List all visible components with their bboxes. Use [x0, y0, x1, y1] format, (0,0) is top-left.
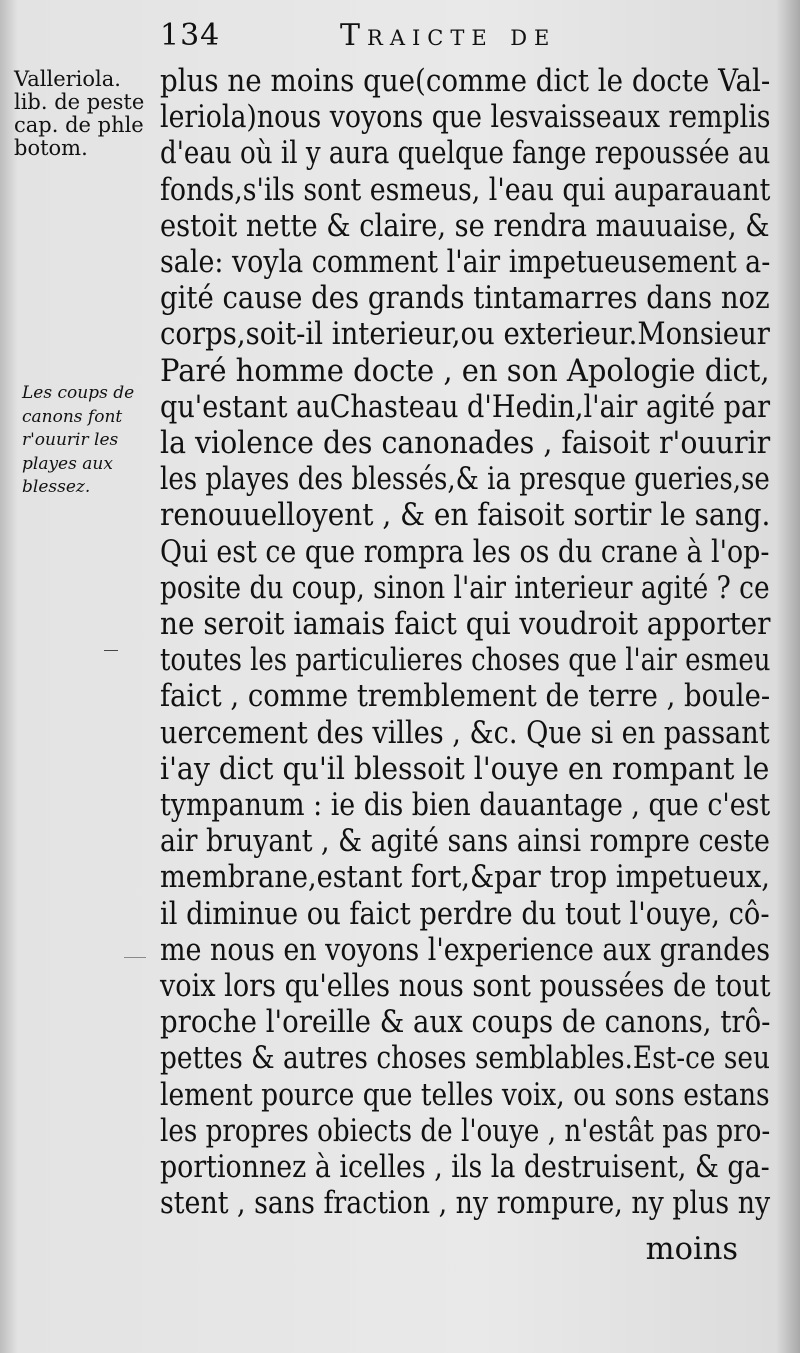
text-line: air bruyant , & agité sans ainsi rompre ceste [160, 824, 770, 860]
margin-note-canons [22, 382, 162, 500]
text-line: Qui est ce que rompra les os du crane à l'op- [160, 534, 770, 570]
text-line: pettes & autres choses semblables.Est-ce seu [160, 1041, 770, 1077]
margin-mark [124, 957, 146, 958]
text-line: leriola)nous voyons que lesvaisseaux remplis [160, 100, 771, 136]
text-line: fonds,s'ils sont esmeus, l'eau qui auparauant [160, 172, 771, 208]
text-line: toutes les particulieres choses que l'air esmeu [160, 643, 771, 679]
text-line: i'ay dict qu'il blessoit l'ouye en rompant le [160, 751, 770, 787]
text-line: uercement des villes , &c. Que si en passant [160, 715, 770, 751]
text-line: estoit nette & claire, se rendra mauuaise, & [160, 208, 770, 244]
text-line: les playes des blessés,& ia presque gueries,se [160, 462, 770, 498]
page-number: 134 [160, 18, 221, 53]
catchword: moins [645, 1232, 738, 1267]
text-line: posite du coup, sinon l'air interieur agité ? ce [160, 570, 770, 606]
text-line: renouuelloyent , & en faisoit sortir le sang. [160, 498, 771, 534]
text-line: me nous en voyons l'experience aux grandes [160, 932, 771, 968]
margin-mark [104, 650, 118, 651]
text-line: les propres obiects de l'ouye , n'estât pas pro- [160, 1113, 771, 1149]
text-line: corps,soit-il interieur,ou exterieur.Monsieur [160, 317, 770, 353]
margin-note-line: blessez. [22, 477, 91, 497]
text-line: voix lors qu'elles nous sont poussées de tout [160, 969, 771, 1005]
text-line: d'eau où il y aura quelque fange repoussée au [160, 136, 771, 172]
text-line: sale: voyla comment l'air impetueusement a- [160, 245, 771, 281]
text-line: qu'estant auChasteau d'Hedin,l'air agité par [160, 389, 771, 425]
margin-note-line: botom. [14, 136, 88, 160]
text-line: Paré homme docte , en son Apologie dict, [160, 353, 770, 389]
margin-note-line: cap. de phle [14, 113, 144, 137]
text-line: tympanum : ie dis bien dauantage , que c'est [160, 788, 771, 824]
text-line: faict , comme tremblement de terre , boule- [160, 679, 771, 715]
text-line: plus ne moins que(comme dict le docte Val- [160, 64, 771, 99]
text-line: la violence des canonades , faisoit r'ouurir [160, 426, 771, 462]
text-line: stent , sans fraction , ny rompure, ny plus ny [160, 1186, 771, 1222]
text-line: gité cause des grands tintamarres dans noz [160, 281, 770, 317]
margin-note-line: canons font [22, 406, 123, 427]
text-line: proche l'oreille & aux coups de canons, trô- [160, 1005, 771, 1041]
margin-note-line: r'ouurir les [22, 430, 119, 450]
body-text [160, 64, 770, 1223]
page-header [160, 18, 660, 58]
text-line: lement pource que telles voix, ou sons estans [160, 1077, 770, 1113]
margin-note-line: lib. de peste [14, 90, 145, 114]
text-line: il diminue ou faict perdre du tout l'ouye, cô- [160, 896, 770, 932]
running-title: Traicte de [340, 18, 557, 53]
text-line: membrane,estant fort,&par trop impetueux, [160, 860, 770, 896]
margin-note-line: Les coups de [22, 383, 135, 403]
margin-note-line: playes aux [22, 453, 113, 474]
text-line: portionnez à icelles , ils la destruisent, & ga- [160, 1150, 770, 1186]
text-line: ne seroit iamais faict qui voudroit apporter [160, 607, 771, 643]
margin-note-line: Valleriola. [14, 67, 121, 91]
margin-note-valleriola [14, 68, 159, 160]
